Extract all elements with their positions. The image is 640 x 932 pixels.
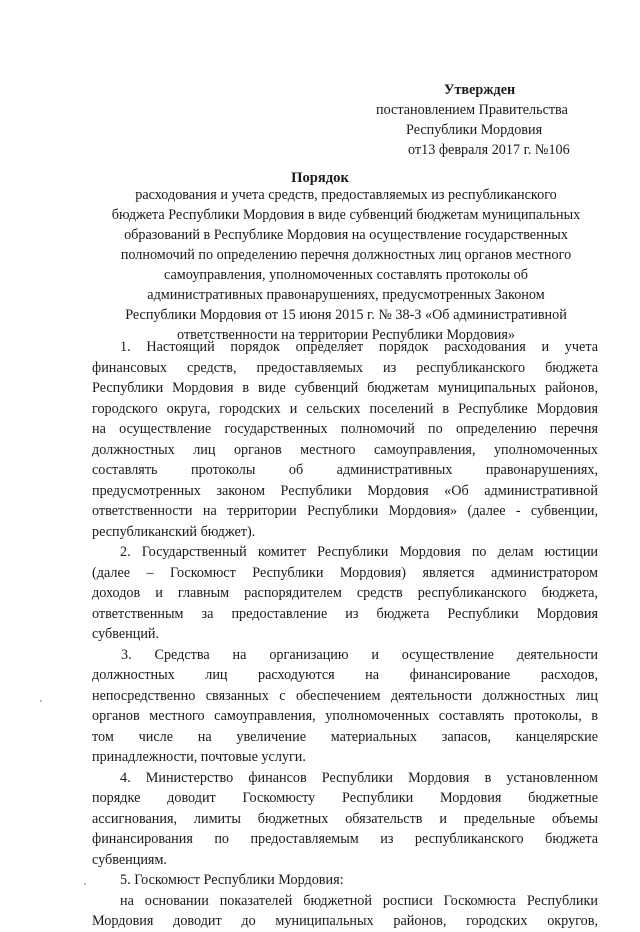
approval-line-1: постановлением Правительства [376,102,568,118]
subtitle-line: полномочий по определению перечня должностных лиц органов местного [120,247,572,263]
paragraph-1-line: должностных лиц органов местного самоуправления, уполномоченных [92,441,598,458]
paragraph-4-line: 4. Министерство финансов Республики Мордовия в установленном [120,769,598,786]
approval-block [368,80,618,160]
subtitle-line: самоуправления, уполномоченных составлять протоколы об [164,267,528,283]
document-body [92,337,598,932]
paragraph-5-line: на основании показателей бюджетной росписи Госкомюста Республики [120,892,598,909]
subtitle-line: Республики Мордовия от 15 июня 2015 г. № 38-З «Об административной [125,307,567,323]
paragraph-2-line: ответственным за предоставление из бюджета Республики Мордовия [92,605,598,622]
paragraph-1-line: республиканский бюджет). [92,523,256,540]
paragraph-3-line: том числе на увеличение материальных запасов, канцелярские [92,728,598,745]
scan-speck [40,700,42,702]
paragraph-5-line: 5. Госкомюст Республики Мордовия: [120,872,344,888]
subtitle-line: расходования и учета средств, предоставляемых из республиканского [135,187,557,203]
paragraph-5-line: Мордовия доводит до муниципальных районов, городских округов, [92,913,598,929]
paragraph-3-line: непосредственно связанных с обеспечением деятельности должностных лиц [92,687,598,704]
paragraph-4-line: ассигнования, лимиты бюджетных обязательств и предельные объемы [92,810,598,827]
paragraph-2-line: субвенций. [92,626,160,642]
paragraph-3-line: должностных лиц расходуются на финансирование расходов, [92,667,598,683]
approval-line-2: Республики Мордовия [406,122,543,138]
approval-title: Утвержден [444,82,516,98]
paragraph-2-line: доходов и главным распорядителем средств республиканского бюджета, [92,585,598,601]
paragraph-2-line: 2. Государственный комитет Республики Мордовия по делам юстиции [120,544,598,560]
approval-line-3: от13 февраля 2017 г. №106 [408,142,570,158]
subtitle-line: бюджета Республики Мордовия в виде субвенций бюджетам муниципальных [111,207,581,223]
paragraph-1-line: 1. Настоящий порядок определяет порядок расходования и учета [120,339,598,355]
document-title: Порядок [291,170,349,186]
paragraph-4-line: порядке доводит Госкомюсту Республики Мордовия бюджетные [92,790,598,806]
paragraph-4-line: субвенциям. [92,851,167,868]
paragraph-2-line: (далее – Госкомюст Республики Мордовия) является администратором [92,564,598,581]
paragraph-1-line: финансовых средств, предоставляемых из республиканского бюджета [92,359,598,376]
paragraph-1-line: ответственности на территории Республики Мордовия» (далее - субвенции, [92,503,598,519]
paragraph-1-line: городского округа, городских и сельских поселений в Республике Мордовия [92,400,598,417]
subtitle-line: ответственности на территории Республики Мордовия» [177,327,515,343]
paragraph-3-line: 3. Средства на организацию и осуществление деятельности [121,646,598,663]
scan-speck [84,883,86,885]
paragraph-4-line: финансирования по предоставляемым из республиканского бюджета [92,831,598,847]
subtitle-line: образований в Республике Мордовия на осуществление государственных [124,227,568,243]
paragraph-1-line: на осуществление государственных полномочий по определению перечня [92,421,598,437]
paragraph-1-line: Республики Мордовия в виде субвенций бюджетам муниципальных районов, [92,380,598,396]
paragraph-1-line: составлять протоколы об административных правонарушениях, [92,462,598,478]
subtitle-line: административных правонарушениях, предусмотренных Законом [147,287,545,303]
document-subtitle [92,185,600,345]
paragraph-3-line: органов местного самоуправления, уполномоченных составлять протоколы, в [92,708,598,724]
paragraph-3-line: принадлежности, почтовые услуги. [92,749,306,765]
paragraph-1-line: предусмотренных законом Республики Мордовия «Об административной [92,482,598,499]
